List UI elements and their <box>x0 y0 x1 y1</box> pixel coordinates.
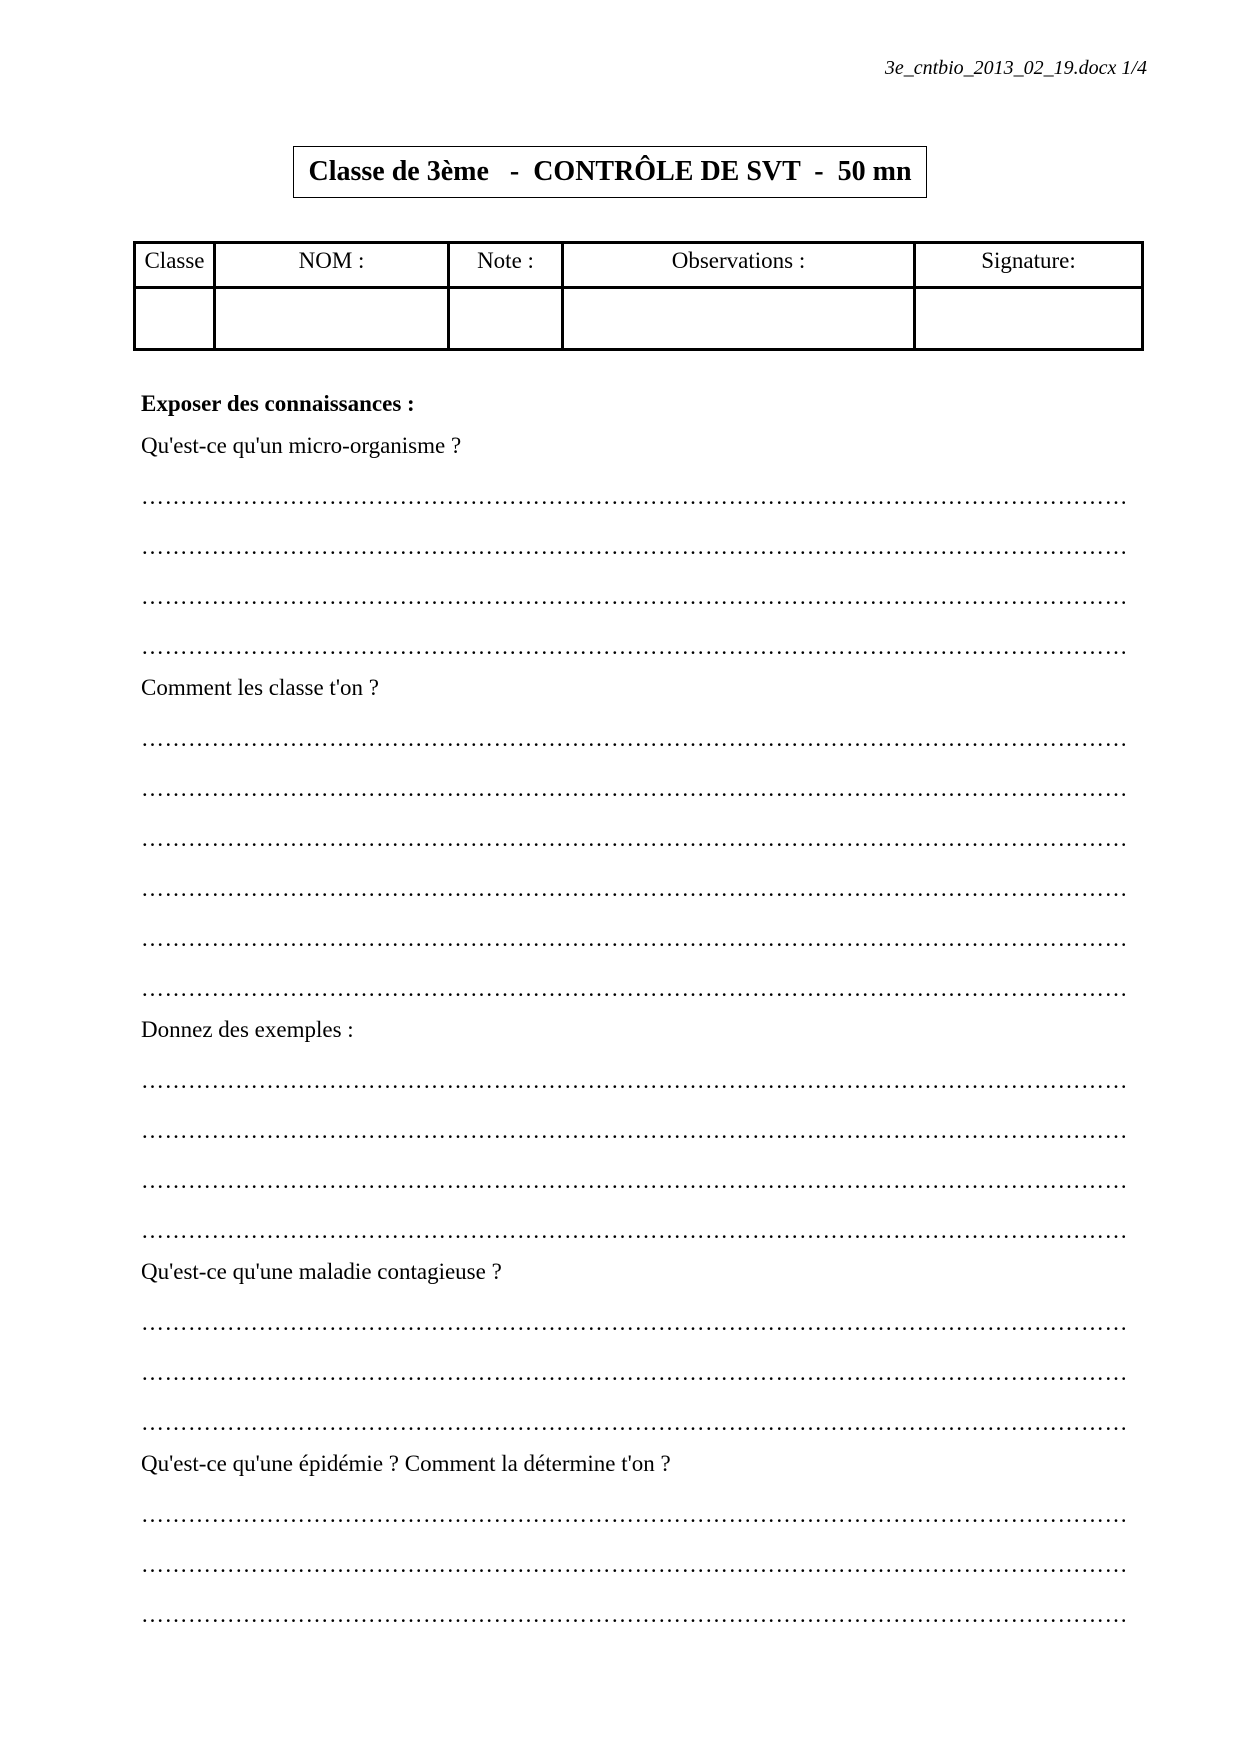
answer-line[interactable]: ……………………………………………………………………………………………………………… <box>141 484 1128 509</box>
observations-field[interactable] <box>563 288 915 350</box>
classe-field[interactable] <box>135 288 215 350</box>
signature-field[interactable] <box>915 288 1143 350</box>
header-nom: NOM : <box>215 243 449 288</box>
header-classe: Classe <box>135 243 215 288</box>
questions-section <box>141 388 1136 1640</box>
header-note: Note : <box>449 243 563 288</box>
answer-line[interactable]: ……………………………………………………………………………………………………………… <box>141 976 1128 1001</box>
answer-line[interactable]: ……………………………………………………………………………………………………………… <box>141 1118 1128 1143</box>
answer-line[interactable]: ……………………………………………………………………………………………………………… <box>141 1218 1128 1243</box>
answer-line[interactable]: ……………………………………………………………………………………………………………… <box>141 1360 1128 1385</box>
page-title: Classe de 3ème - CONTRÔLE DE SVT - 50 mn <box>293 146 927 198</box>
answer-line[interactable]: ……………………………………………………………………………………………………………… <box>141 926 1128 951</box>
student-info-table <box>133 241 1144 351</box>
answer-line[interactable]: ……………………………………………………………………………………………………………… <box>141 1602 1128 1627</box>
question-2: Comment les classe t'on ? <box>141 675 379 700</box>
section-title: Exposer des connaissances : <box>141 391 415 416</box>
answer-line[interactable]: ……………………………………………………………………………………………………………… <box>141 726 1128 751</box>
answer-line[interactable]: ……………………………………………………………………………………………………………… <box>141 876 1128 901</box>
answer-line[interactable]: ……………………………………………………………………………………………………………… <box>141 584 1128 609</box>
answer-line[interactable]: ……………………………………………………………………………………………………………… <box>141 1168 1128 1193</box>
question-1: Qu'est-ce qu'un micro-organisme ? <box>141 433 462 458</box>
answer-line[interactable]: ……………………………………………………………………………………………………………… <box>141 1552 1128 1577</box>
header-observations: Observations : <box>563 243 915 288</box>
question-4: Qu'est-ce qu'une maladie contagieuse ? <box>141 1259 502 1284</box>
note-field[interactable] <box>449 288 563 350</box>
answer-line[interactable]: ……………………………………………………………………………………………………………… <box>141 1410 1128 1435</box>
answer-line[interactable]: ……………………………………………………………………………………………………………… <box>141 1068 1128 1093</box>
question-5: Qu'est-ce qu'une épidémie ? Comment la détermine t'on ? <box>141 1451 671 1476</box>
answer-line[interactable]: ……………………………………………………………………………………………………………… <box>141 634 1128 659</box>
question-3: Donnez des exemples : <box>141 1017 354 1042</box>
answer-line[interactable]: ……………………………………………………………………………………………………………… <box>141 776 1128 801</box>
header-signature: Signature: <box>915 243 1143 288</box>
info-table-header-row <box>135 243 1143 288</box>
info-table-entry-row <box>135 288 1143 350</box>
answer-line[interactable]: ……………………………………………………………………………………………………………… <box>141 1502 1128 1527</box>
answer-line[interactable]: ……………………………………………………………………………………………………………… <box>141 534 1128 559</box>
answer-line[interactable]: ……………………………………………………………………………………………………………… <box>141 1310 1128 1335</box>
nom-field[interactable] <box>215 288 449 350</box>
document-filename: 3e_cntbio_2013_02_19.docx 1/4 <box>884 57 1147 79</box>
answer-line[interactable]: ……………………………………………………………………………………………………………… <box>141 826 1128 851</box>
